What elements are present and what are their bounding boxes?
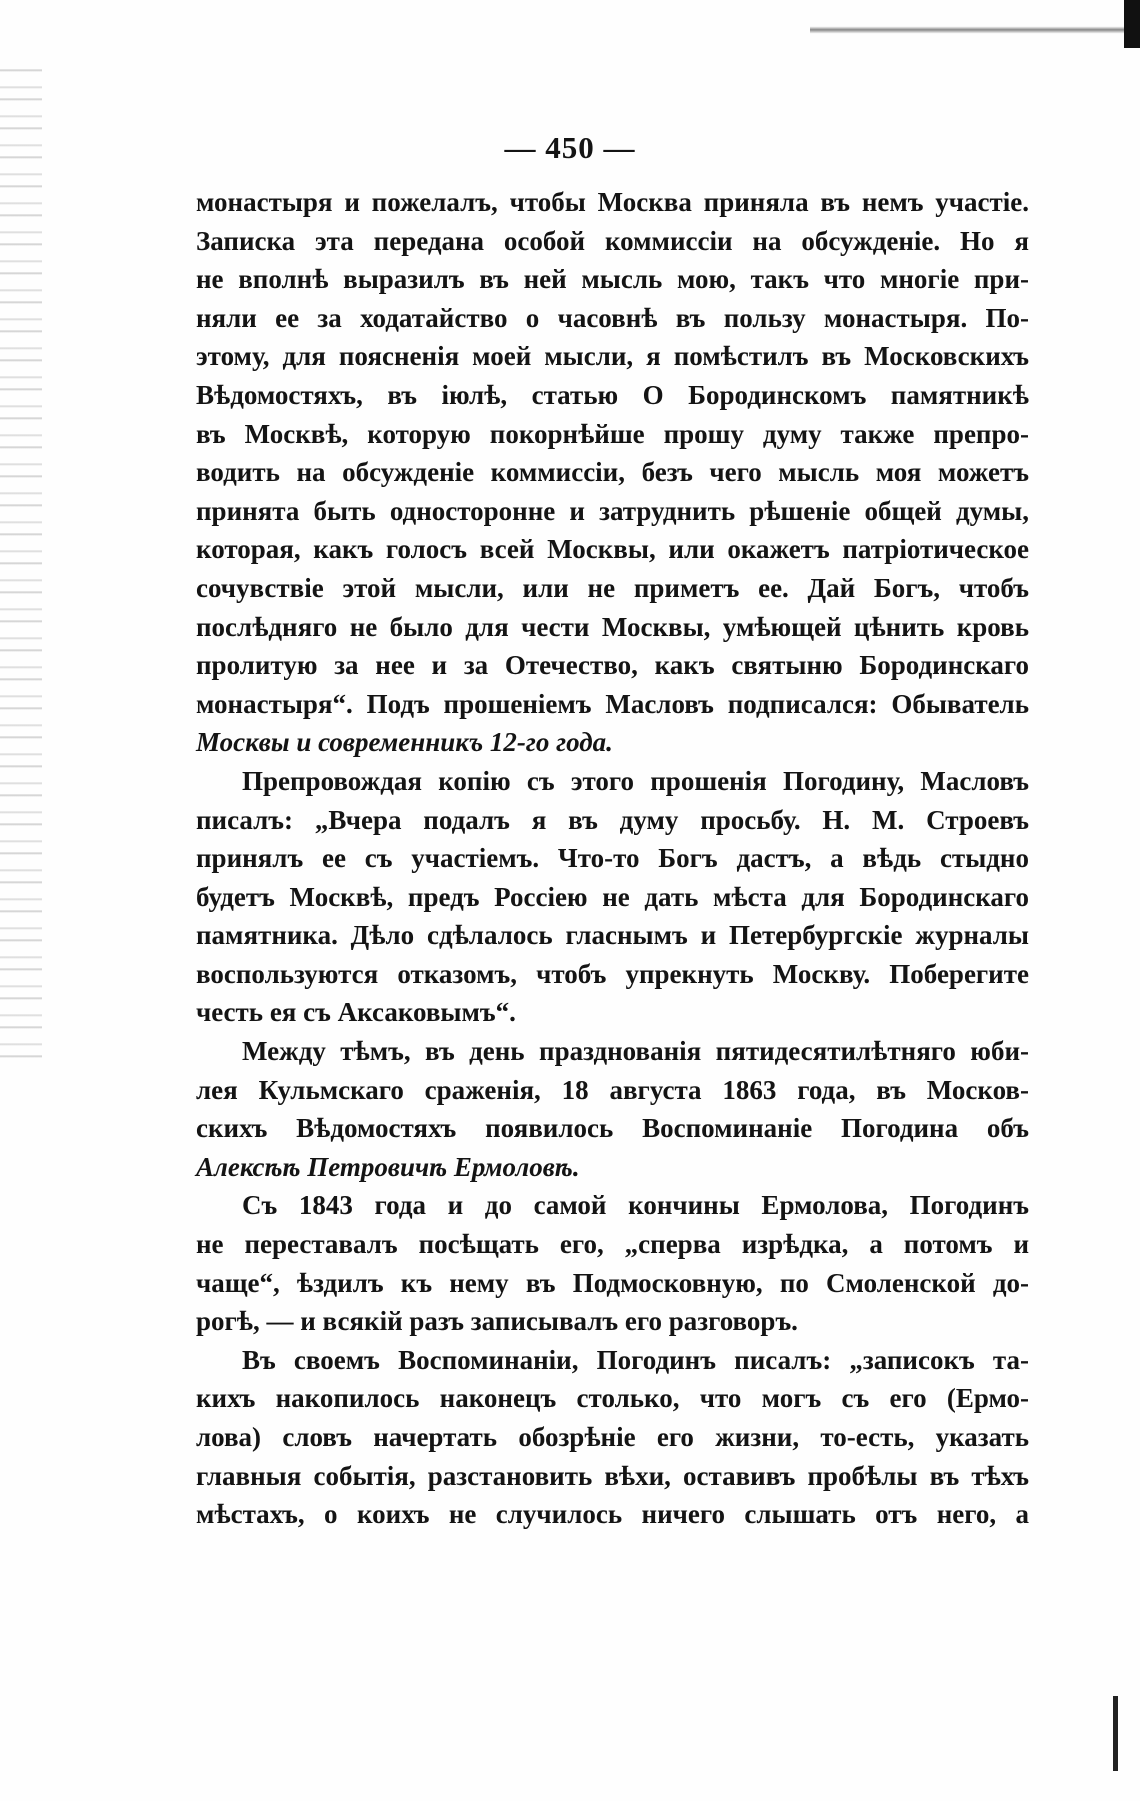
text-line: лея Кульмскаго сраженія, 18 августа 1863 года, въ Москов-: [196, 1074, 1029, 1105]
body-text: [196, 183, 1029, 1534]
text-line: Въ своемъ Воспоминаніи, Погодинъ писалъ: „записокъ та-: [242, 1344, 1029, 1375]
text-line: писалъ: „Вчера подалъ я въ думу просьбу. Н. М. Строевъ: [196, 804, 1029, 835]
text-line: воспользуются отказомъ, чтобъ упрекнуть Москву. Поберегите: [196, 958, 1029, 989]
scan-edge-bottom-mark: [1113, 1696, 1118, 1771]
text-line: Москвы и современникъ 12-го года.: [196, 727, 613, 758]
paragraph-3: [196, 1032, 1029, 1186]
text-line: честь ея съ Аксаковымъ“.: [196, 997, 516, 1028]
text-line: послѣдняго не было для чести Москвы, умѣющей цѣнить кровь: [196, 611, 1029, 642]
text-line: Вѣдомостяхъ, въ іюлѣ, статью О Бородинскомъ памятникѣ: [196, 379, 1029, 410]
text-line: лова) словъ начертать обозрѣніе его жизни, то-есть, указать: [196, 1422, 1029, 1452]
text-line: Алексѣѣ Петровичѣ Ермоловѣ.: [196, 1151, 580, 1182]
scan-edge-corner: [1124, 0, 1140, 48]
text-line: въ Москвѣ, которую покорнѣйше прошу думу также препро-: [196, 418, 1029, 449]
paragraph-4: [196, 1186, 1029, 1340]
page-number: — 450 —: [504, 130, 636, 165]
text-line: памятника. Дѣло сдѣлалось гласнымъ и Петербургскіе журналы: [196, 920, 1029, 951]
text-line: кихъ накопилось наконецъ столько, что могъ съ его (Ермо-: [196, 1383, 1029, 1414]
text-line: будетъ Москвѣ, предъ Россіею не дать мѣста для Бородинскаго: [196, 881, 1029, 912]
text-line: сочувствіе этой мысли, или не приметъ ее. Дай Богъ, чтобъ: [196, 572, 1029, 603]
text-line: чаще“, ѣздилъ къ нему въ Подмосковную, по Смоленской до-: [196, 1267, 1029, 1298]
text-line: принята быть односторонне и затруднить рѣшеніе общей думы,: [196, 495, 1029, 526]
text-line: не переставалъ посѣщать его, „сперва изрѣдка, а потомъ и: [196, 1229, 1029, 1260]
text-line: пролитую за нее и за Отечество, какъ святыню Бородинскаго: [196, 650, 1029, 681]
text-line: главныя событія, разстановить вѣхи, оставивъ пробѣлы въ тѣхъ: [196, 1460, 1029, 1491]
text-line: рогѣ, — и всякій разъ записывалъ его разговоръ.: [196, 1306, 798, 1337]
text-line: Между тѣмъ, въ день празднованія пятидесятилѣтняго юби-: [242, 1036, 1029, 1067]
text-line: Препровождая копію съ этого прошенія Погодину, Масловъ: [242, 765, 1029, 796]
scan-edge-left: [0, 60, 42, 1060]
text-line: няли ее за ходатайство о часовнѣ въ пользу монастыря. По-: [196, 302, 1029, 333]
paragraph-1: [196, 183, 1029, 762]
text-line: Записка эта передана особой коммиссіи на обсужденіе. Но я: [196, 225, 1029, 256]
text-line: не вполнѣ выразилъ въ ней мысль мою, такъ что многіе при-: [196, 264, 1029, 295]
text-line: мѣстахъ, о коихъ не случилось ничего слышать отъ него, а: [196, 1499, 1029, 1530]
text-line: водить на обсужденіе коммиссіи, безъ чего мысль моя можетъ: [196, 457, 1029, 488]
text-line: монастыря и пожелалъ, чтобы Москва приняла въ немъ участіе.: [196, 187, 1029, 217]
text-line: монастыря“. Подъ прошеніемъ Масловъ подписался: Обыватель: [196, 688, 1029, 719]
scan-edge-top: [810, 0, 1140, 48]
text-line: этому, для поясненія моей мысли, я помѣстилъ въ Московскихъ: [196, 341, 1029, 372]
paragraph-2: [196, 762, 1029, 1032]
text-line: скихъ Вѣдомостяхъ появилось Воспоминаніе Погодина объ: [196, 1113, 1029, 1144]
text-line: принялъ ее съ участіемъ. Что-то Богъ дастъ, а вѣдь стыдно: [196, 843, 1029, 874]
text-line: которая, какъ голосъ всей Москвы, или окажетъ патріотическое: [196, 534, 1029, 565]
text-line: Съ 1843 года и до самой кончины Ермолова, Погодинъ: [242, 1190, 1029, 1221]
paragraph-5: [196, 1341, 1029, 1534]
